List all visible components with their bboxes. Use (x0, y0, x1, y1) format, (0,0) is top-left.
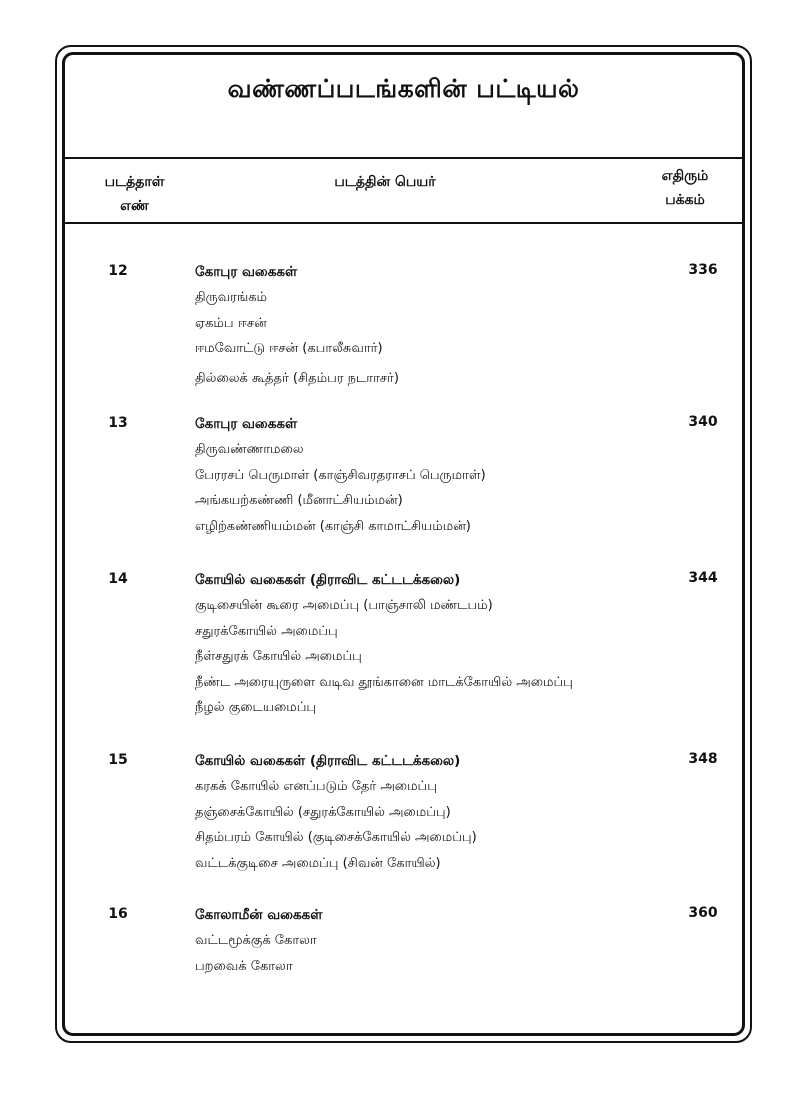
plate-item: வட்டமூக்குக் கோலா (195, 933, 317, 948)
plate-heading: கோபுர வகைகள் (195, 416, 298, 432)
column-header-plate-number (87, 170, 182, 218)
plate-item: பேரரசப் பெருமாள் (காஞ்சிவரதராசப் பெருமாள்) (195, 467, 486, 483)
plate-entries (195, 568, 675, 721)
plate-item: சிதம்பரம் கோயில் (குடிசைக்கோயில் அமைப்பு) (195, 830, 477, 845)
plate-item: தஞ்சைக்கோயில் (சதுரக்கோயில் அமைப்பு) (195, 804, 451, 820)
plate-entries (195, 749, 675, 876)
column-header-plate-name: படத்தின் பெயர் (334, 174, 436, 190)
plate-item: ஏகம்ப ஈசன் (195, 315, 267, 331)
plate-item: திருவண்ணாமலை (195, 442, 304, 457)
plate-item: நீண்ட அரையுருளை வடிவ தூங்கானை மாடக்கோயில் அமைப்பு (195, 674, 573, 690)
plate-heading: கோயில் வகைகள் (திராவிட கட்டடக்கலை) (195, 753, 461, 769)
plate-number: 16 (108, 906, 128, 922)
facing-page-number: 348 (688, 751, 718, 767)
plate-item: நீழல் குடையமைப்பு (195, 700, 317, 715)
plate-number: 15 (108, 752, 128, 768)
plate-item: குடிசையின் கூரை அமைப்பு (பாஞ்சாலி மண்டபம்) (195, 598, 493, 613)
column-header-plate-number-line-1: படத்தாள் (104, 174, 165, 190)
facing-page-number: 360 (688, 905, 718, 921)
plate-entries (195, 903, 675, 979)
plate-heading: கோபுர வகைகள் (195, 264, 298, 280)
header-top-rule (65, 157, 742, 159)
plate-item: எழிற்கண்ணியம்மன் (காஞ்சி காமாட்சியம்மன்) (195, 518, 471, 534)
column-header-facing-page (650, 164, 720, 212)
plate-number: 12 (108, 263, 128, 279)
plate-entries (195, 412, 675, 539)
plate-item: பறவைக் கோலா (195, 958, 293, 974)
column-header-facing-page-line-1: எதிரும் (661, 168, 709, 184)
plate-number: 13 (108, 415, 128, 431)
plate-entries (195, 260, 675, 391)
plate-item: அங்கயற்கண்ணி (மீனாட்சியம்மன்) (195, 493, 403, 508)
page-title: வண்ணப்படங்களின் பட்டியல் (227, 74, 580, 103)
plate-heading: கோயில் வகைகள் (திராவிட கட்டடக்கலை) (195, 572, 461, 588)
plate-item: வட்டக்குடிசை அமைப்பு (சிவன் கோயில்) (195, 855, 441, 871)
plate-heading: கோலாமீன் வகைகள் (195, 907, 323, 923)
facing-page-number: 336 (688, 262, 718, 278)
plate-item: ஈமவோட்டு ஈசன் (கபாலீசுவார்) (195, 341, 383, 356)
facing-page-number: 344 (688, 570, 718, 586)
plate-item: தில்லைக் கூத்தர் (சிதம்பர நடாாசர்) (195, 370, 399, 386)
plate-item: கரகக் கோயில் எனப்படும் தேர் அமைப்பு (195, 779, 437, 794)
plate-number: 14 (108, 571, 128, 587)
column-header-plate-number-line-2: எண் (120, 198, 149, 214)
plate-item: திருவரங்கம் (195, 290, 268, 305)
plate-item: சதுரக்கோயில் அமைப்பு (195, 623, 338, 639)
header-bottom-rule (65, 222, 742, 224)
plate-item: நீள்சதுரக் கோயில் அமைப்பு (195, 649, 362, 664)
facing-page-number: 340 (688, 414, 718, 430)
column-header-facing-page-line-2: பக்கம் (665, 192, 705, 208)
